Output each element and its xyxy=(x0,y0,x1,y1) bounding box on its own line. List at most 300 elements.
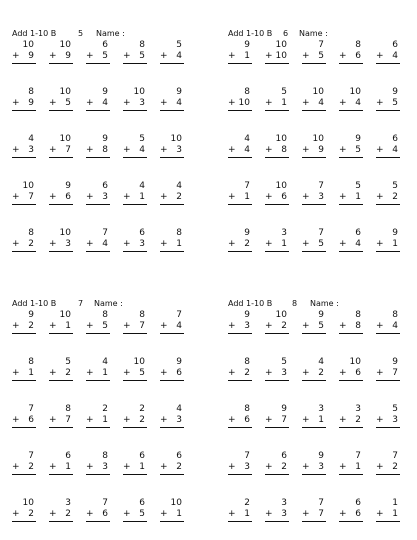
addition-problem xyxy=(86,181,110,217)
addend-bottom: 3 xyxy=(102,192,108,202)
addition-problem xyxy=(265,498,289,534)
addition-problem xyxy=(265,181,289,217)
answer-line xyxy=(339,474,363,475)
addend-top: 5 xyxy=(281,357,287,367)
plus-sign: + xyxy=(12,509,20,519)
addend-bottom: 8 xyxy=(355,321,361,331)
addition-problem xyxy=(265,228,289,264)
addend-top: 9 xyxy=(102,134,108,144)
addition-problem xyxy=(228,451,252,487)
addend-bottom: 1 xyxy=(392,239,398,249)
addend-top: 8 xyxy=(65,404,71,414)
answer-line xyxy=(86,521,110,522)
addition-problem xyxy=(86,310,110,346)
plus-sign: + xyxy=(302,145,310,155)
plus-sign: + xyxy=(86,415,94,425)
problem-row xyxy=(12,40,212,80)
answer-line xyxy=(376,474,400,475)
addition-problem xyxy=(49,404,73,440)
addition-problem xyxy=(86,357,110,393)
addend-bottom: 6 xyxy=(355,509,361,519)
plus-sign: + xyxy=(265,239,273,249)
plus-sign: + xyxy=(49,145,57,155)
addition-problem xyxy=(12,40,36,76)
answer-line xyxy=(123,521,147,522)
addend-bottom: 1 xyxy=(281,98,287,108)
addend-bottom: 5 xyxy=(139,509,145,519)
addition-problem xyxy=(339,310,363,346)
addition-problem xyxy=(339,404,363,440)
answer-line xyxy=(228,251,252,252)
answer-line xyxy=(265,380,289,381)
addend-top: 3 xyxy=(318,404,324,414)
addend-top: 6 xyxy=(281,451,287,461)
addend-bottom: 2 xyxy=(244,239,250,249)
addend-bottom: 1 xyxy=(102,415,108,425)
worksheet-header xyxy=(12,28,212,40)
addition-problem xyxy=(123,357,147,393)
problem-row xyxy=(12,404,212,444)
problem-row xyxy=(12,310,212,350)
addend-top: 6 xyxy=(139,498,145,508)
addition-problem xyxy=(376,310,400,346)
answer-line xyxy=(12,251,36,252)
addition-problem xyxy=(302,498,326,534)
plus-sign: + xyxy=(160,145,168,155)
answer-line xyxy=(49,157,73,158)
problem-row xyxy=(228,498,417,538)
addend-top: 10 xyxy=(133,357,145,367)
plus-sign: + xyxy=(49,321,57,331)
answer-line xyxy=(302,110,326,111)
addend-bottom: 5 xyxy=(318,321,324,331)
plus-sign: + xyxy=(12,192,20,202)
addend-bottom: 4 xyxy=(392,321,398,331)
addend-bottom: 4 xyxy=(392,51,398,61)
addend-bottom: 2 xyxy=(28,321,34,331)
addend-bottom: 1 xyxy=(139,192,145,202)
addition-problem xyxy=(339,181,363,217)
addend-top: 10 xyxy=(59,87,71,97)
plus-sign: + xyxy=(228,192,236,202)
plus-sign: + xyxy=(265,145,273,155)
plus-sign: + xyxy=(302,98,310,108)
answer-line xyxy=(265,333,289,334)
addition-problem xyxy=(302,134,326,170)
addend-bottom: 7 xyxy=(318,509,324,519)
worksheet-title: Add 1-10 B xyxy=(12,299,57,308)
addition-problem xyxy=(123,228,147,264)
answer-line xyxy=(339,427,363,428)
addition-problem xyxy=(12,310,36,346)
addition-problem xyxy=(376,181,400,217)
addend-bottom: 6 xyxy=(65,192,71,202)
addend-top: 8 xyxy=(244,404,250,414)
addend-top: 1 xyxy=(392,498,398,508)
plus-sign: + xyxy=(123,192,131,202)
addition-problem xyxy=(339,498,363,534)
answer-line xyxy=(86,157,110,158)
addend-top: 9 xyxy=(392,357,398,367)
plus-sign: + xyxy=(228,145,236,155)
answer-line xyxy=(49,63,73,64)
addition-problem xyxy=(302,357,326,393)
answer-line xyxy=(49,333,73,334)
addend-bottom: 1 xyxy=(176,509,182,519)
addition-problem xyxy=(160,87,184,123)
addend-bottom: 4 xyxy=(176,98,182,108)
plus-sign: + xyxy=(228,98,236,108)
addition-problem xyxy=(228,87,252,123)
addition-problem xyxy=(49,228,73,264)
addition-problem xyxy=(302,451,326,487)
addend-top: 7 xyxy=(244,181,250,191)
addition-problem xyxy=(302,40,326,76)
addition-problem xyxy=(12,228,36,264)
answer-line xyxy=(265,521,289,522)
addend-bottom: 2 xyxy=(28,462,34,472)
plus-sign: + xyxy=(123,368,131,378)
addend-bottom: 3 xyxy=(244,321,250,331)
answer-line xyxy=(265,251,289,252)
addend-top: 10 xyxy=(22,40,34,50)
addition-problem xyxy=(160,404,184,440)
addition-problem xyxy=(123,181,147,217)
addend-top: 9 xyxy=(244,40,250,50)
addition-problem xyxy=(123,498,147,534)
answer-line xyxy=(376,521,400,522)
answer-line xyxy=(12,110,36,111)
plus-sign: + xyxy=(12,51,20,61)
addend-top: 5 xyxy=(392,181,398,191)
plus-sign: + xyxy=(160,239,168,249)
answer-line xyxy=(123,204,147,205)
addend-top: 7 xyxy=(102,228,108,238)
addend-bottom: 5 xyxy=(102,51,108,61)
answer-line xyxy=(160,63,184,64)
plus-sign: + xyxy=(228,321,236,331)
addition-problem xyxy=(302,228,326,264)
problem-row xyxy=(12,498,212,538)
addition-problem xyxy=(86,87,110,123)
plus-sign: + xyxy=(160,415,168,425)
addition-problem xyxy=(228,310,252,346)
addend-bottom: 5 xyxy=(318,51,324,61)
plus-sign: + xyxy=(339,239,347,249)
addend-bottom: 10 xyxy=(238,98,250,108)
addend-top: 8 xyxy=(28,357,34,367)
addition-problem xyxy=(12,87,36,123)
addend-bottom: 7 xyxy=(392,368,398,378)
answer-line xyxy=(160,333,184,334)
addend-top: 8 xyxy=(392,310,398,320)
answer-line xyxy=(302,63,326,64)
addend-top: 7 xyxy=(318,40,324,50)
plus-sign: + xyxy=(12,321,20,331)
plus-sign: + xyxy=(376,98,384,108)
problem-row xyxy=(12,357,212,397)
addend-bottom: 5 xyxy=(318,239,324,249)
addend-top: 10 xyxy=(275,310,287,320)
addition-problem xyxy=(160,310,184,346)
addend-top: 5 xyxy=(65,357,71,367)
plus-sign: + xyxy=(123,145,131,155)
addend-top: 9 xyxy=(244,228,250,238)
answer-line xyxy=(339,110,363,111)
worksheet-number: 7 xyxy=(78,299,84,308)
name-label: Name : xyxy=(310,299,339,308)
addend-top: 9 xyxy=(392,228,398,238)
answer-line xyxy=(160,427,184,428)
addend-top: 4 xyxy=(102,357,108,367)
addition-problem xyxy=(228,404,252,440)
plus-sign: + xyxy=(86,145,94,155)
addend-top: 9 xyxy=(392,87,398,97)
addition-problem xyxy=(265,357,289,393)
addend-top: 4 xyxy=(176,404,182,414)
addend-bottom: 4 xyxy=(318,98,324,108)
plus-sign: + xyxy=(123,51,131,61)
answer-line xyxy=(86,333,110,334)
problem-row xyxy=(12,87,212,127)
addition-problem xyxy=(49,87,73,123)
addition-problem xyxy=(265,87,289,123)
plus-sign: + xyxy=(123,462,131,472)
answer-line xyxy=(339,204,363,205)
addend-top: 10 xyxy=(312,87,324,97)
problem-row xyxy=(228,404,417,444)
addition-problem xyxy=(123,87,147,123)
name-label: Name : xyxy=(94,299,123,308)
addend-bottom: 4 xyxy=(392,145,398,155)
addend-top: 3 xyxy=(281,498,287,508)
addition-problem xyxy=(265,40,289,76)
addend-bottom: 5 xyxy=(65,98,71,108)
addend-top: 6 xyxy=(355,228,361,238)
addend-top: 10 xyxy=(59,134,71,144)
addend-top: 9 xyxy=(176,357,182,367)
answer-line xyxy=(123,474,147,475)
addend-bottom: 7 xyxy=(65,145,71,155)
addend-bottom: 4 xyxy=(102,98,108,108)
addend-bottom: 2 xyxy=(65,509,71,519)
answer-line xyxy=(339,333,363,334)
addend-bottom: 2 xyxy=(65,368,71,378)
problem-row xyxy=(12,134,212,174)
answer-line xyxy=(86,204,110,205)
plus-sign: + xyxy=(160,462,168,472)
addend-top: 7 xyxy=(28,451,34,461)
addend-bottom: 6 xyxy=(102,509,108,519)
answer-line xyxy=(376,204,400,205)
addition-problem xyxy=(160,451,184,487)
answer-line xyxy=(12,380,36,381)
worksheet-header xyxy=(228,28,417,40)
addend-bottom: 6 xyxy=(244,415,250,425)
plus-sign: + xyxy=(228,51,236,61)
addition-problem xyxy=(49,310,73,346)
addend-top: 8 xyxy=(355,310,361,320)
addend-top: 9 xyxy=(28,310,34,320)
addend-top: 2 xyxy=(102,404,108,414)
addition-problem xyxy=(12,357,36,393)
plus-sign: + xyxy=(376,321,384,331)
name-label: Name : xyxy=(299,29,328,38)
addition-problem xyxy=(160,498,184,534)
addition-problem xyxy=(302,404,326,440)
addend-top: 6 xyxy=(102,181,108,191)
plus-sign: + xyxy=(86,462,94,472)
answer-line xyxy=(376,157,400,158)
problem-row xyxy=(228,310,417,350)
answer-line xyxy=(376,427,400,428)
answer-line xyxy=(12,427,36,428)
answer-line xyxy=(302,380,326,381)
answer-line xyxy=(12,521,36,522)
addition-problem xyxy=(376,357,400,393)
problem-row xyxy=(228,451,417,491)
addend-bottom: 1 xyxy=(318,415,324,425)
addend-top: 10 xyxy=(170,134,182,144)
addend-bottom: 9 xyxy=(65,51,71,61)
answer-line xyxy=(160,251,184,252)
addition-problem xyxy=(86,40,110,76)
addition-problem xyxy=(339,228,363,264)
plus-sign: + xyxy=(49,368,57,378)
addition-problem xyxy=(228,40,252,76)
answer-line xyxy=(302,157,326,158)
name-label: Name : xyxy=(96,29,125,38)
addend-top: 4 xyxy=(176,181,182,191)
addition-problem xyxy=(123,134,147,170)
addition-problem xyxy=(86,228,110,264)
addend-bottom: 3 xyxy=(318,462,324,472)
answer-line xyxy=(265,157,289,158)
plus-sign: + xyxy=(123,98,131,108)
addend-top: 10 xyxy=(59,228,71,238)
answer-line xyxy=(123,251,147,252)
addend-bottom: 3 xyxy=(65,239,71,249)
addend-bottom: 3 xyxy=(102,462,108,472)
answer-line xyxy=(123,333,147,334)
addition-problem xyxy=(86,404,110,440)
plus-sign: + xyxy=(123,509,131,519)
addend-top: 10 xyxy=(133,87,145,97)
plus-sign: + xyxy=(49,98,57,108)
addend-top: 8 xyxy=(355,40,361,50)
addend-bottom: 2 xyxy=(318,368,324,378)
addition-problem xyxy=(228,357,252,393)
addend-bottom: 2 xyxy=(244,368,250,378)
answer-line xyxy=(339,380,363,381)
answer-line xyxy=(228,380,252,381)
addition-problem xyxy=(123,40,147,76)
addend-bottom: 9 xyxy=(318,145,324,155)
addend-top: 10 xyxy=(275,134,287,144)
addend-bottom: 8 xyxy=(281,145,287,155)
addend-bottom: 3 xyxy=(28,145,34,155)
addition-problem xyxy=(339,451,363,487)
addend-top: 10 xyxy=(349,357,361,367)
addition-problem xyxy=(49,134,73,170)
addend-top: 4 xyxy=(28,134,34,144)
addition-problem xyxy=(49,357,73,393)
addend-bottom: 1 xyxy=(281,239,287,249)
addend-bottom: 1 xyxy=(355,462,361,472)
addend-top: 7 xyxy=(102,498,108,508)
plus-sign: + xyxy=(86,51,94,61)
problem-row xyxy=(228,181,417,221)
plus-sign: + xyxy=(49,415,57,425)
plus-sign: + xyxy=(49,51,57,61)
plus-sign: + xyxy=(49,239,57,249)
addend-bottom: 9 xyxy=(28,51,34,61)
answer-line xyxy=(339,157,363,158)
addend-bottom: 3 xyxy=(176,415,182,425)
addend-top: 9 xyxy=(176,87,182,97)
answer-line xyxy=(86,251,110,252)
addend-bottom: 3 xyxy=(139,98,145,108)
addition-problem xyxy=(12,451,36,487)
plus-sign: + xyxy=(12,98,20,108)
addend-bottom: 3 xyxy=(392,415,398,425)
plus-sign: + xyxy=(302,239,310,249)
plus-sign: + xyxy=(339,509,347,519)
addend-bottom: 2 xyxy=(392,462,398,472)
addend-bottom: 5 xyxy=(139,51,145,61)
addend-top: 6 xyxy=(176,451,182,461)
answer-line xyxy=(339,521,363,522)
plus-sign: + xyxy=(339,415,347,425)
answer-line xyxy=(49,110,73,111)
plus-sign: + xyxy=(12,462,20,472)
plus-sign: + xyxy=(160,192,168,202)
plus-sign: + xyxy=(265,462,273,472)
plus-sign: + xyxy=(228,368,236,378)
worksheet-header xyxy=(12,298,212,310)
addition-problem xyxy=(228,498,252,534)
addend-bottom: 1 xyxy=(65,321,71,331)
addend-top: 10 xyxy=(312,134,324,144)
addend-bottom: 3 xyxy=(281,368,287,378)
addend-bottom: 10 xyxy=(275,51,287,61)
addend-top: 7 xyxy=(355,451,361,461)
addend-bottom: 4 xyxy=(139,145,145,155)
addend-bottom: 2 xyxy=(176,192,182,202)
answer-line xyxy=(265,427,289,428)
answer-line xyxy=(12,157,36,158)
addend-bottom: 6 xyxy=(176,368,182,378)
addend-top: 8 xyxy=(244,87,250,97)
plus-sign: + xyxy=(49,192,57,202)
addend-bottom: 4 xyxy=(176,321,182,331)
plus-sign: + xyxy=(265,98,273,108)
addend-top: 10 xyxy=(22,498,34,508)
addition-problem xyxy=(376,87,400,123)
answer-line xyxy=(265,63,289,64)
addend-bottom: 4 xyxy=(355,98,361,108)
addend-bottom: 1 xyxy=(102,368,108,378)
addend-bottom: 4 xyxy=(176,51,182,61)
addend-bottom: 7 xyxy=(28,192,34,202)
answer-line xyxy=(86,474,110,475)
answer-line xyxy=(123,63,147,64)
worksheet-number: 6 xyxy=(283,29,289,38)
worksheet-number: 8 xyxy=(292,299,298,308)
addend-top: 7 xyxy=(318,181,324,191)
plus-sign: + xyxy=(265,368,273,378)
addend-top: 9 xyxy=(355,134,361,144)
